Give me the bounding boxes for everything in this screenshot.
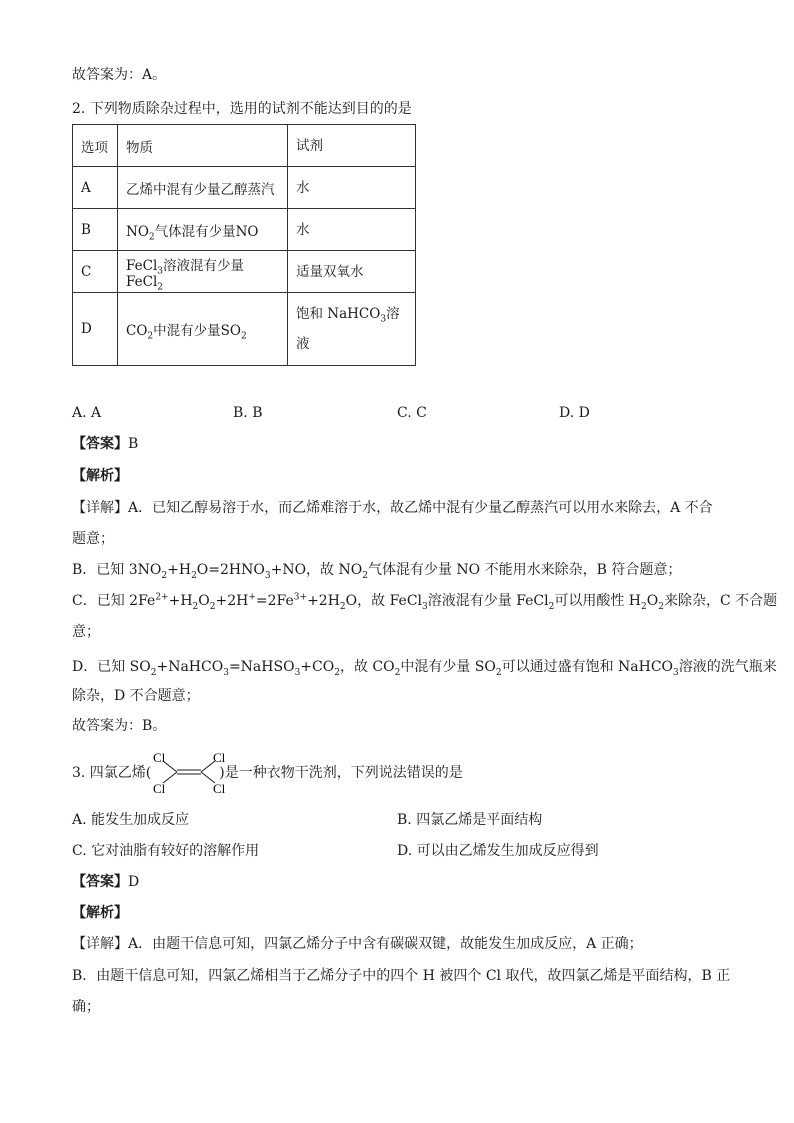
q2-detail-line: B．已知 $3NO_2+H_2O=2HNO_3+NO$，故 $NO_2$气体混有少量 NO 不能用水来除杂，B 符合题意； (72, 562, 682, 581)
atom-label: Cl (153, 750, 166, 765)
atom-label: Cl (213, 750, 226, 765)
row-reagent: 水 (288, 209, 416, 251)
q2-analysis-label: 【解析】 (72, 468, 128, 484)
table-header-row (73, 125, 416, 167)
q2-choice-c: C. C (397, 405, 427, 421)
tetrachloroethylene-structure (145, 748, 231, 796)
q2-detail-line: D．已知 $SO_2+NaHCO_3=NaHSO_3+CO_2$，故 $CO_2$中混有少量 $SO_2$可以通过盛有饱和 NaHCO$_3$溶液的洗气瓶来 (72, 659, 777, 678)
q2-answer (72, 434, 138, 454)
atom-label: Cl (153, 781, 166, 796)
row-option: C (73, 251, 118, 293)
answer-label: 【答案】 (72, 874, 128, 890)
q3-choice-a: A. 能发生加成反应 (72, 812, 190, 828)
q2-choice-d: D. D (559, 405, 590, 421)
row-reagent: 水 (288, 167, 416, 209)
row-substance: $NO_2$气体混有少量NO (118, 209, 288, 251)
table-row (73, 293, 416, 366)
q3-analysis-label: 【解析】 (72, 905, 128, 921)
q3-stem-suffix: )是一种衣物干洗剂，下列说法错误的是 (219, 765, 463, 781)
structure-svg (145, 748, 231, 796)
row-option: D (73, 293, 118, 366)
q2-detail-line: C．已知 $2Fe^{2+}+H_2O_2+2H^+=2Fe^{3+}+2H_2O$，故 FeCl$_3$溶液混有少量 FeCl$_2$可以用酸性 $H_2O_2$来除杂，C 不合题 (72, 592, 778, 612)
q3-detail-line: B．由题干信息可知，四氯乙烯相当于乙烯分子中的四个 H 被四个 Cl 取代，故四氯乙烯是平面结构，B 正 (72, 968, 731, 984)
header-option: 选项 (73, 125, 118, 167)
table-row (73, 209, 416, 251)
q2-conclusion: 故答案为：B。 (72, 718, 167, 734)
answer-value: B (128, 436, 139, 452)
q3-choice-d: D. 可以由乙烯发生加成反应得到 (397, 843, 599, 859)
q2-detail-line: 意； (72, 624, 100, 640)
q3-detail-line: 确； (72, 999, 100, 1015)
q3-choice-b: B. 四氯乙烯是平面结构 (397, 812, 543, 828)
row-substance: $CO_2$中混有少量$SO_2$ (118, 293, 288, 366)
header-substance: 物质 (118, 125, 288, 167)
q3-answer (72, 872, 139, 892)
table-row (73, 251, 416, 293)
q3-stem-prefix: 3. 四氯乙烯( (72, 765, 152, 781)
answer-value: D (128, 874, 140, 890)
table-row (73, 167, 416, 209)
row-substance: 乙烯中混有少量乙醇蒸汽 (118, 167, 288, 209)
q3-detail-line: 【详解】A．由题干信息可知，四氯乙烯分子中含有碳碳双键，故能发生加成反应，A 正确； (72, 936, 643, 952)
row-option: B (73, 209, 118, 251)
row-substance: FeCl$_3$溶液混有少量FeCl$_2$ (118, 251, 288, 293)
q3-stem (72, 763, 463, 783)
answer-label: 【答案】 (72, 436, 128, 452)
q3-choice-c: C. 它对油脂有较好的溶解作用 (72, 843, 260, 859)
q2-stem: 2. 下列物质除杂过程中，选用的试剂不能达到目的的是 (72, 101, 412, 117)
q2-detail-line: 【详解】A．已知乙醇易溶于水，而乙烯难溶于水，故乙烯中混有少量乙醇蒸汽可以用水来除去，A 不合 (72, 500, 713, 516)
atom-label: Cl (213, 781, 226, 796)
q2-choice-a: A. A (72, 405, 102, 421)
q1-conclusion: 故答案为：A。 (72, 67, 167, 83)
q2-detail-line: 题意； (72, 531, 114, 547)
row-reagent: 饱和 NaHCO$_3$溶 液 (288, 293, 416, 366)
q2-detail-line: 除杂，D 不合题意； (72, 688, 200, 704)
row-reagent: 适量双氧水 (288, 251, 416, 293)
row-option: A (73, 167, 118, 209)
q2-table (72, 124, 416, 366)
q2-choice-b: B. B (233, 405, 263, 421)
header-reagent: 试剂 (288, 125, 416, 167)
